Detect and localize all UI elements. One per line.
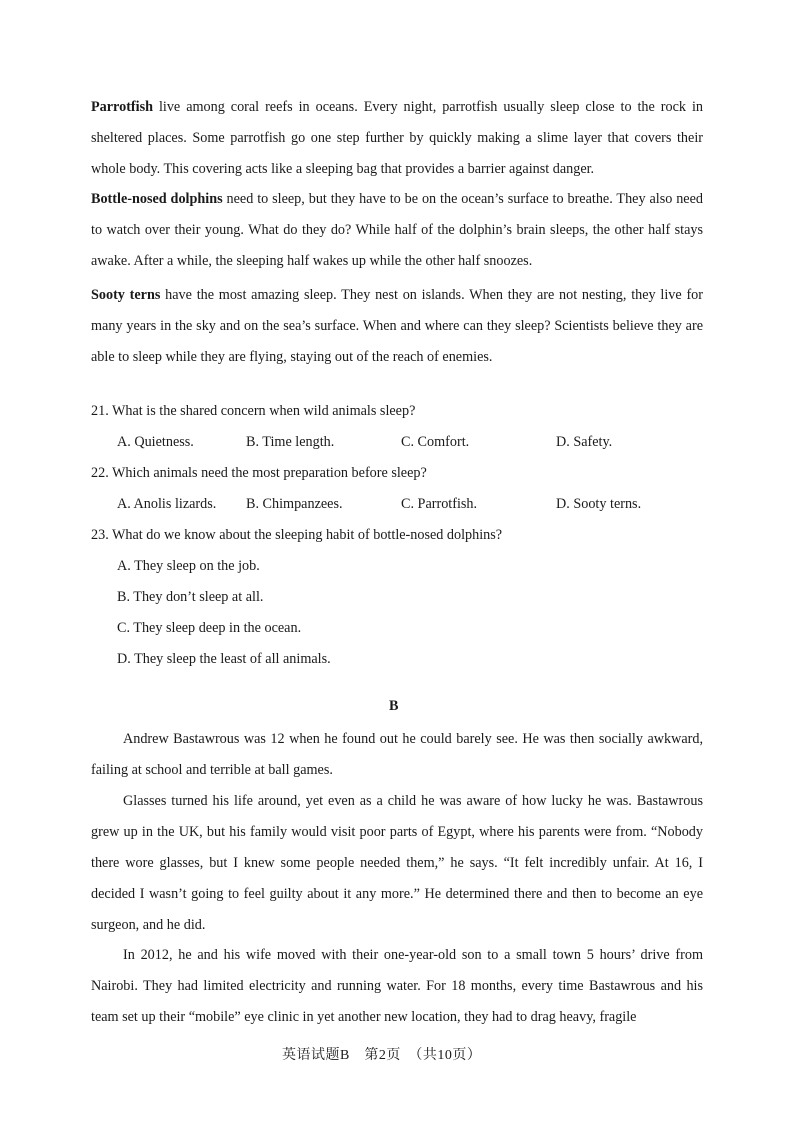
option-21-d[interactable]: D. Safety. — [556, 434, 613, 450]
question-22: 22. Which animals need the most preparation before sleep? — [91, 465, 427, 481]
term-dolphins: Bottle-nosed dolphins — [91, 191, 223, 207]
option-21-a[interactable]: A. Quietness. — [117, 434, 194, 450]
paragraph-parrotfish — [91, 92, 703, 185]
option-23-c[interactable]: C. They sleep deep in the ocean. — [117, 620, 302, 636]
option-22-c[interactable]: C. Parrotfish. — [401, 496, 478, 512]
option-22-a[interactable]: A. Anolis lizards. — [117, 496, 217, 512]
option-21-c[interactable]: C. Comfort. — [401, 434, 470, 450]
option-23-b[interactable]: B. They don’t sleep at all. — [117, 589, 264, 605]
term-sooty-terns: Sooty terns — [91, 287, 161, 303]
term-parrotfish: Parrotfish — [91, 99, 153, 115]
paragraph-text: live among coral reefs in oceans. Every night, parrotfish usually sleep close to the rock in sheltered places. Some parrotfish go one step further by quickly making a slime layer that covers their whole body. This covering acts like a sleeping bag that provides a barrier against danger. — [91, 99, 703, 177]
question-23: 23. What do we know about the sleeping habit of bottle-nosed dolphins? — [91, 527, 503, 543]
option-23-a[interactable]: A. They sleep on the job. — [117, 558, 260, 574]
page-footer: 英语试题B 第2页 （共10页） — [282, 1048, 482, 1063]
passage-b-paragraph-1: Andrew Bastawrous was 12 when he found out he could barely see. He was then socially awkward, failing at school and terrible at ball games. — [91, 731, 703, 778]
passage-b-paragraph-2: Glasses turned his life around, yet even as a child he was aware of how lucky he was. Bastawrous grew up in the UK, but his family would visit poor parts of Egypt, where his parents were from. “Nobody there wore glasses, but I knew some people needed them,” he says. “It felt incredibly unfair. At 16, I decided I wasn’t going to feel guilty about it any more.” He determined there and then to become an eye surgeon, and he did. — [91, 793, 703, 933]
section-heading-b: B — [389, 698, 399, 714]
option-22-b[interactable]: B. Chimpanzees. — [246, 496, 343, 512]
question-21: 21. What is the shared concern when wild animals sleep? — [91, 403, 416, 419]
paragraph-text: need to sleep, but they have to be on the ocean’s surface to breathe. They also need to watch over their young. What do they do? While half of the dolphin’s brain sleeps, the other half stays awake. After a while, the sleeping half wakes up while the other half snoozes. — [91, 191, 703, 269]
option-22-d[interactable]: D. Sooty terns. — [556, 496, 642, 512]
option-21-b[interactable]: B. Time length. — [246, 434, 335, 450]
passage-b-paragraph-3: In 2012, he and his wife moved with their one-year-old son to a small town 5 hours’ drive from Nairobi. They had limited electricity and running water. For 18 months, every time Bastawrous and his team set up their “mobile” eye clinic in yet another new location, they had to drag heavy, fragile — [91, 947, 703, 1025]
paragraph-text: have the most amazing sleep. They nest on islands. When they are not nesting, they live for many years in the sky and on the sea’s surface. When and where can they sleep? Scientists believe they are able to sleep while they are flying, staying out of the reach of enemies. — [91, 287, 703, 365]
paragraph-sooty-terns — [91, 280, 703, 373]
option-23-d[interactable]: D. They sleep the least of all animals. — [117, 651, 331, 667]
paragraph-dolphins — [91, 184, 703, 277]
